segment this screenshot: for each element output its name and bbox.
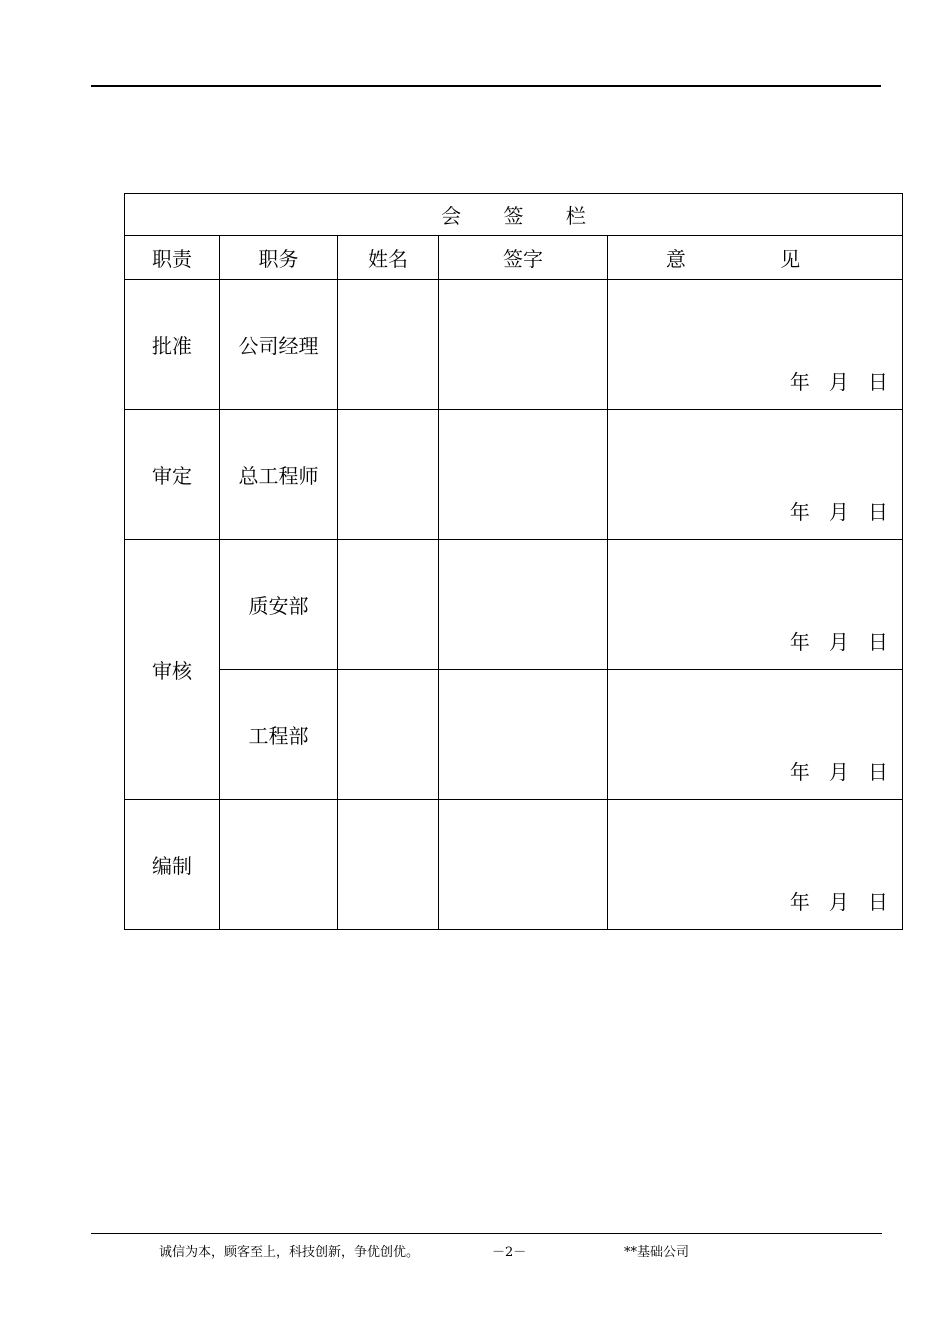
footer-company: **基础公司 <box>624 1245 690 1260</box>
position-cell: 质安部 <box>220 540 338 670</box>
signature-cell <box>439 670 608 800</box>
countersign-table <box>124 193 903 930</box>
header-opinion-label: 意 见 <box>665 247 845 271</box>
name-cell <box>338 800 439 930</box>
date-label: 年 月 日 <box>789 630 888 654</box>
table-title: 会 签 栏 <box>125 194 903 236</box>
table-row-approve <box>125 280 903 410</box>
table-title-row <box>125 194 903 236</box>
name-cell <box>338 540 439 670</box>
name-cell <box>338 280 439 410</box>
opinion-cell <box>608 540 903 670</box>
signature-cell <box>439 410 608 540</box>
position-cell <box>220 800 338 930</box>
responsibility-cell: 批准 <box>125 280 220 410</box>
name-cell <box>338 410 439 540</box>
responsibility-cell: 审定 <box>125 410 220 540</box>
position-cell: 总工程师 <box>220 410 338 540</box>
date-label: 年 月 日 <box>789 890 888 914</box>
header-signature: 签字 <box>439 236 608 280</box>
opinion-cell <box>608 670 903 800</box>
table-header-row <box>125 236 903 280</box>
responsibility-cell: 编制 <box>125 800 220 930</box>
opinion-cell <box>608 800 903 930</box>
header-opinion <box>608 236 903 280</box>
header-rule <box>91 85 881 87</box>
table-row-review-qs <box>125 540 903 670</box>
date-label: 年 月 日 <box>789 370 888 394</box>
signature-cell <box>439 280 608 410</box>
opinion-cell <box>608 410 903 540</box>
date-label: 年 月 日 <box>789 500 888 524</box>
position-cell: 公司经理 <box>220 280 338 410</box>
footer-rule <box>91 1233 882 1234</box>
name-cell <box>338 670 439 800</box>
signature-cell <box>439 800 608 930</box>
page-number: －2－ <box>492 1245 527 1260</box>
table-row-verify <box>125 410 903 540</box>
signature-cell <box>439 540 608 670</box>
position-cell: 工程部 <box>220 670 338 800</box>
responsibility-cell: 审核 <box>125 540 220 800</box>
table-row-compile <box>125 800 903 930</box>
header-responsibility: 职责 <box>125 236 220 280</box>
header-name: 姓名 <box>338 236 439 280</box>
date-label: 年 月 日 <box>789 760 888 784</box>
header-position: 职务 <box>220 236 338 280</box>
table-row-review-eng <box>125 670 903 800</box>
opinion-cell <box>608 280 903 410</box>
footer-motto: 诚信为本，顾客至上，科技创新，争优创优。 <box>159 1245 420 1260</box>
